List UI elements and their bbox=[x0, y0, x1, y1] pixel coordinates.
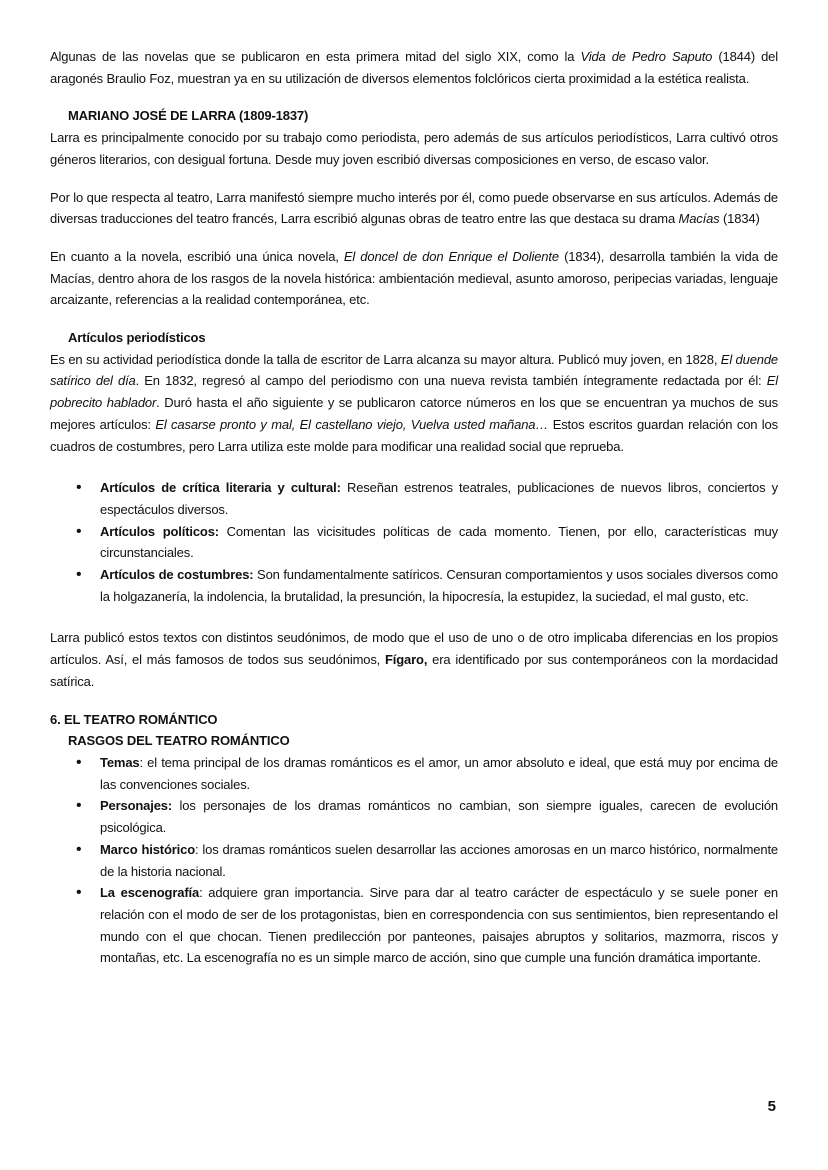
item-label: Artículos políticos: bbox=[100, 523, 219, 539]
text: era identificado por sus contemporáneos con la mordacidad satírica. bbox=[50, 652, 778, 689]
bullet-icon: • bbox=[76, 797, 82, 815]
title-italic: El doncel de don Enrique el Doliente bbox=[343, 248, 559, 264]
subheading-rasgos: RASGOS DEL TEATRO ROMÁNTICO bbox=[68, 733, 290, 749]
item-text: : adquiere gran importancia. Sirve para dar al teatro carácter de espectáculo y se suele poner en relación con el modo de ser de los protagonistas, bien en correspondencia con sus sentimientos, bien representando el mundo con el que chocan. Tienen predilección por panteones, paisajes abruptos y solitarios, mazmorra, riscos y montañas, etc. La escenografía no es un simple marco de acción, sino que cumple una función dramática importante. bbox=[100, 885, 778, 966]
title-italic: El pobrecito hablador bbox=[50, 373, 778, 411]
text: . En 1832, regresó al campo del periodismo con una nueva revista también íntegramente redactada por él: bbox=[135, 373, 767, 389]
text: En cuanto a la novela, escribió una única novela, bbox=[50, 248, 344, 264]
title-italic: Vida de Pedro Saputo bbox=[580, 49, 713, 64]
item-text: Comentan las vicisitudes políticas de cada momento. Tienen, por ello, características muy circunstanciales. bbox=[100, 523, 778, 561]
section-heading: 6. EL TEATRO ROMÁNTICO bbox=[50, 711, 218, 727]
paragraph-larra-intro: Larra es principalmente conocido por su trabajo como periodista, pero además de sus artículos periodísticos, Larra cultivó otros géneros literarios, con desigual fortuna. Desde muy joven escribió diversas composiciones en verso, de escaso valor. bbox=[50, 130, 778, 167]
list-item bbox=[76, 564, 779, 607]
text: Larra publicó estos textos con distintos seudónimos, de modo que el uso de uno o de otro implicaba diferencias en los propios artículos. Así, el más famosos de todos sus seudónimos, bbox=[50, 630, 778, 668]
bullet-icon: • bbox=[76, 840, 82, 858]
list-item bbox=[76, 839, 778, 882]
paragraph-teatro bbox=[50, 187, 778, 230]
item-text: : los dramas románticos suelen desarrollar las acciones amorosas en un marco histórico, normalmente de la historia nacional. bbox=[100, 841, 778, 879]
item-text: Reseñan estrenos teatrales, publicaciones de nuevos libros, conciertos y espectáculos diversos. bbox=[100, 480, 778, 517]
item-label: Temas bbox=[100, 754, 140, 770]
list-item bbox=[76, 752, 778, 795]
text: Algunas de las novelas que se publicaron en esta primera mitad del siglo XIX, como la bbox=[50, 49, 581, 64]
paragraph-novelas bbox=[50, 46, 778, 89]
text: Por lo que respecta al teatro, Larra manifestó siempre mucho interés por él, como puede observarse en sus artículos. Además de diversas traducciones del teatro francés, Larra escribió algunas obras de teatro entre las que destaca su drama bbox=[50, 189, 778, 227]
item-label: Marco histórico bbox=[100, 841, 196, 857]
list-item bbox=[76, 882, 778, 969]
bullet-icon: • bbox=[76, 884, 82, 902]
text: . Duró hasta el año siguiente y se publicaron catorce números en los que se encuentran ya muchos de sus mejores artículos: bbox=[50, 395, 778, 432]
heading-larra: MARIANO JOSÉ DE LARRA (1809-1837) bbox=[68, 108, 309, 124]
figaro-bold: Fígaro, bbox=[385, 652, 428, 668]
text: (1834), desarrolla también la vida de Macías, dentro ahora de los rasgos de la novela histórica: ambientación medieval, asunto amoroso, peripecias variadas, lenguaje arcaizante, referencias a la realidad contemporánea, etc. bbox=[50, 248, 778, 308]
bullet-icon: • bbox=[76, 479, 82, 497]
bullet-icon: • bbox=[76, 522, 82, 540]
heading-articulos: Artículos periodísticos bbox=[68, 330, 206, 346]
list-rasgos bbox=[50, 752, 778, 969]
text: Estos escritos guardan relación con los cuadros de costumbres, pero Larra utiliza este molde para modificar una realidad social que reprueba. bbox=[50, 416, 778, 454]
item-label: La escenografía bbox=[100, 885, 200, 901]
item-label: Personajes: bbox=[100, 798, 173, 814]
title-italic: El casarse pronto y mal, El castellano viejo, Vuelva usted mañana… bbox=[155, 416, 549, 432]
item-text: Son fundamentalmente satíricos. Censuran comportamientos y usos sociales diversos como la holgazanería, la indolencia, la brutalidad, la presunción, la hipocresía, la estupidez, la suciedad, el mal gusto, etc. bbox=[100, 567, 779, 604]
title-italic: El duende satírico del día bbox=[50, 351, 779, 389]
text: Es en su actividad periodística donde la talla de escritor de Larra alcanza su mayor altura. Publicó muy joven, en 1828, bbox=[50, 351, 721, 367]
item-label: Artículos de crítica literaria y cultural: bbox=[100, 480, 341, 496]
list-item bbox=[76, 477, 778, 520]
list-item bbox=[76, 795, 778, 838]
paragraph-novela bbox=[50, 246, 778, 311]
text: (1844) del aragonés Braulio Foz, muestran ya en su utilización de diversos elementos folclóricos cierta proximidad a la estética realista. bbox=[50, 49, 778, 86]
bullet-icon: • bbox=[76, 753, 82, 771]
item-text: : el tema principal de los dramas románticos es el amor, un amor absoluto e ideal, que está muy por encima de las convenciones sociales. bbox=[100, 754, 778, 792]
text: (1834) bbox=[719, 211, 760, 227]
paragraph-seudonimos bbox=[50, 627, 778, 692]
item-text: los personajes de los dramas románticos no cambian, son siempre iguales, carecen de evolución psicológica. bbox=[100, 798, 778, 836]
paragraph-articulos bbox=[50, 349, 778, 458]
bullet-icon: • bbox=[76, 566, 82, 584]
document-page bbox=[50, 46, 778, 985]
page-number: 5 bbox=[767, 1098, 776, 1115]
title-italic: Macías bbox=[678, 211, 720, 227]
item-label: Artículos de costumbres: bbox=[100, 567, 254, 583]
list-item bbox=[76, 521, 778, 564]
list-article-types bbox=[50, 477, 778, 607]
